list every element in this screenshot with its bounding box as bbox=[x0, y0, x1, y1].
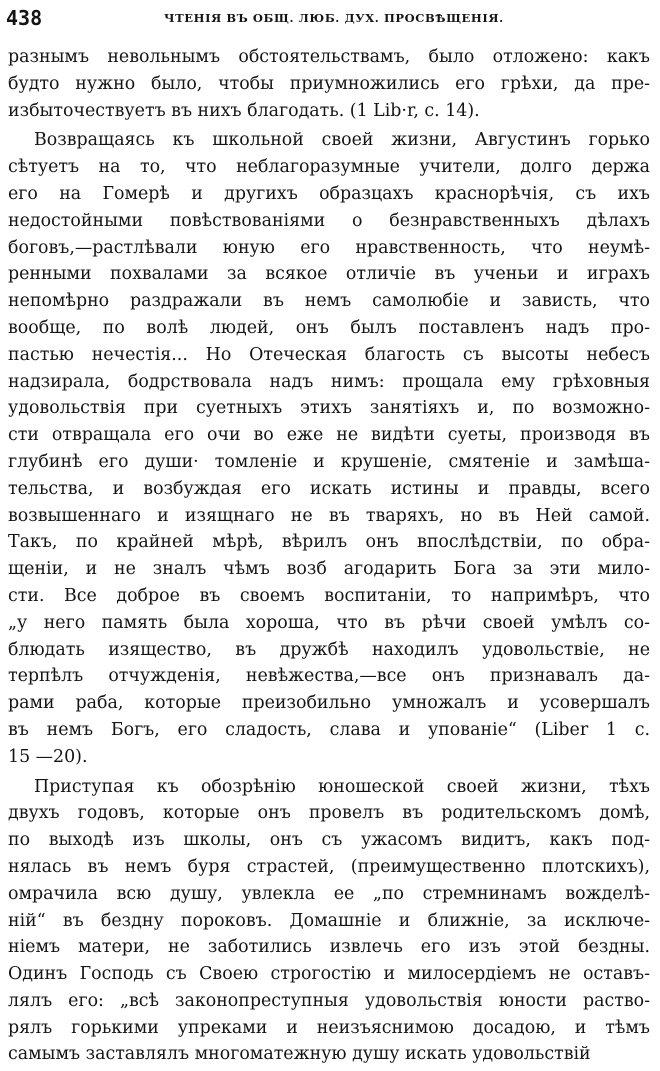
paragraph bbox=[8, 127, 650, 770]
body-text bbox=[8, 44, 650, 1071]
text-line: непомѣрно раздражали въ немъ самолюбіе и зависть, что bbox=[8, 291, 650, 312]
text-line: пастью нечестія... Но Отеческая благость съ высоты небесъ bbox=[8, 344, 650, 365]
text-line: Одинъ Господь съ Своею строгостію и милосердіемъ не оставъ- bbox=[8, 964, 650, 985]
text-line: 15 —20). bbox=[8, 746, 88, 767]
text-line: самымъ заставлялъ многоматежную душу искать удовольствій bbox=[8, 1044, 591, 1065]
page-number: 438 bbox=[6, 6, 43, 30]
text-line: рами раба, которые преизобильно умножалъ и усовершалъ bbox=[8, 693, 650, 714]
text-line: щеніи, и не зналъ чѣмъ возб агодарить Бога за эти мило- bbox=[8, 559, 650, 580]
text-line: рялъ горькими упреками и неизъяснимою досадою, и тѣмъ bbox=[8, 1017, 650, 1038]
text-line: глубинѣ его души· томленіе и крушеніе, смятеніе и замѣша- bbox=[8, 451, 650, 472]
text-line: надзирала, бодрствовала надъ нимъ: прощала ему грѣховныя bbox=[8, 371, 650, 392]
text-line: Возвращаясь къ школьной своей жизни, Августинъ горько bbox=[34, 130, 650, 151]
text-line: ніемъ матери, не заботились извлечь его изъ этой бездны. bbox=[8, 937, 650, 958]
text-line: вообще, по волѣ людей, онъ былъ поставленъ надъ про- bbox=[8, 317, 650, 338]
text-line: по выходѣ изъ школы, онъ съ ужасомъ видитъ, какъ под- bbox=[8, 830, 650, 851]
text-line: его на Гомерѣ и другихъ образцахъ краснорѣчія, съ ихъ bbox=[8, 183, 650, 204]
page-header bbox=[6, 4, 646, 32]
text-line: боговъ,—растлѣвали юную его нравственность, что неумѣ- bbox=[8, 237, 650, 258]
text-line: возвышеннаго и изящнаго не въ тваряхъ, но въ Ней самой. bbox=[8, 505, 650, 526]
paragraph bbox=[8, 774, 650, 1069]
text-line: Приступая къ обозрѣнію юношеской своей жизни, тѣхъ bbox=[34, 776, 650, 797]
text-line: блюдать изящество, въ дружбѣ находилъ удовольствіе, не bbox=[8, 639, 650, 660]
text-line: лялъ его: „всѣ законопреступныя удовольствія юности раство- bbox=[8, 990, 650, 1011]
text-line: терпѣлъ отчужденія, невѣжества,—все онъ признавалъ да- bbox=[8, 666, 650, 687]
text-line: Такъ, по крайней мѣрѣ, вѣрилъ онъ впослѣдствіи, по обра- bbox=[8, 532, 650, 553]
text-line: омрачила всю душу, увлекла ее „по стремнинамъ вожделѣ- bbox=[8, 883, 650, 904]
text-line: недостойными повѣствованіями о безнравственныхъ дѣлахъ bbox=[8, 210, 650, 231]
text-line: сѣтуетъ на то, что неблагоразумные учители, долго держа bbox=[8, 157, 650, 178]
text-line: ренными похвалами за всякое отличіе въ ученьи и играхъ bbox=[8, 264, 650, 285]
text-line: „у него память была хороша, что въ рѣчи своей умѣлъ со- bbox=[8, 612, 650, 633]
text-line: избыточествуетъ въ нихъ благодать. (1 Lib·r, c. 14). bbox=[8, 100, 480, 121]
text-line: двухъ годовъ, которые онъ провелъ въ родительскомъ домѣ, bbox=[8, 803, 650, 824]
paragraph bbox=[8, 44, 650, 124]
running-title: ЧТЕНІЯ ВЪ ОБЩ. ЛЮБ. ДУХ. ПРОСВѢЩЕНІЯ. bbox=[164, 11, 504, 25]
text-line: сти отвращала его очи во еже не видѣти суеты, производя въ bbox=[8, 425, 650, 446]
text-line: въ немъ Богъ, его сладость, слава и упованіе“ (Liber 1 c. bbox=[8, 719, 650, 740]
text-line: ній“ въ бездну пороковъ. Домашніе и ближніе, за исключе- bbox=[8, 910, 650, 931]
text-line: разнымъ невольнымъ обстоятельствамъ, было отложено: какъ bbox=[8, 47, 650, 67]
text-line: удовольствія при суетныхъ этихъ занятіяхъ и, по возможно- bbox=[8, 398, 650, 419]
text-line: нялась въ немъ буря страстей, (преимущественно плотскихъ), bbox=[8, 856, 650, 877]
text-line: тельства, и возбуждая его искать истины и правды, всего bbox=[8, 478, 650, 499]
text-line: будто нужно было, чтобы приумножились его грѣхи, да пре- bbox=[8, 73, 650, 94]
text-line: сти. Все доброе въ своемъ воспитаніи, то напримѣръ, что bbox=[8, 585, 650, 606]
